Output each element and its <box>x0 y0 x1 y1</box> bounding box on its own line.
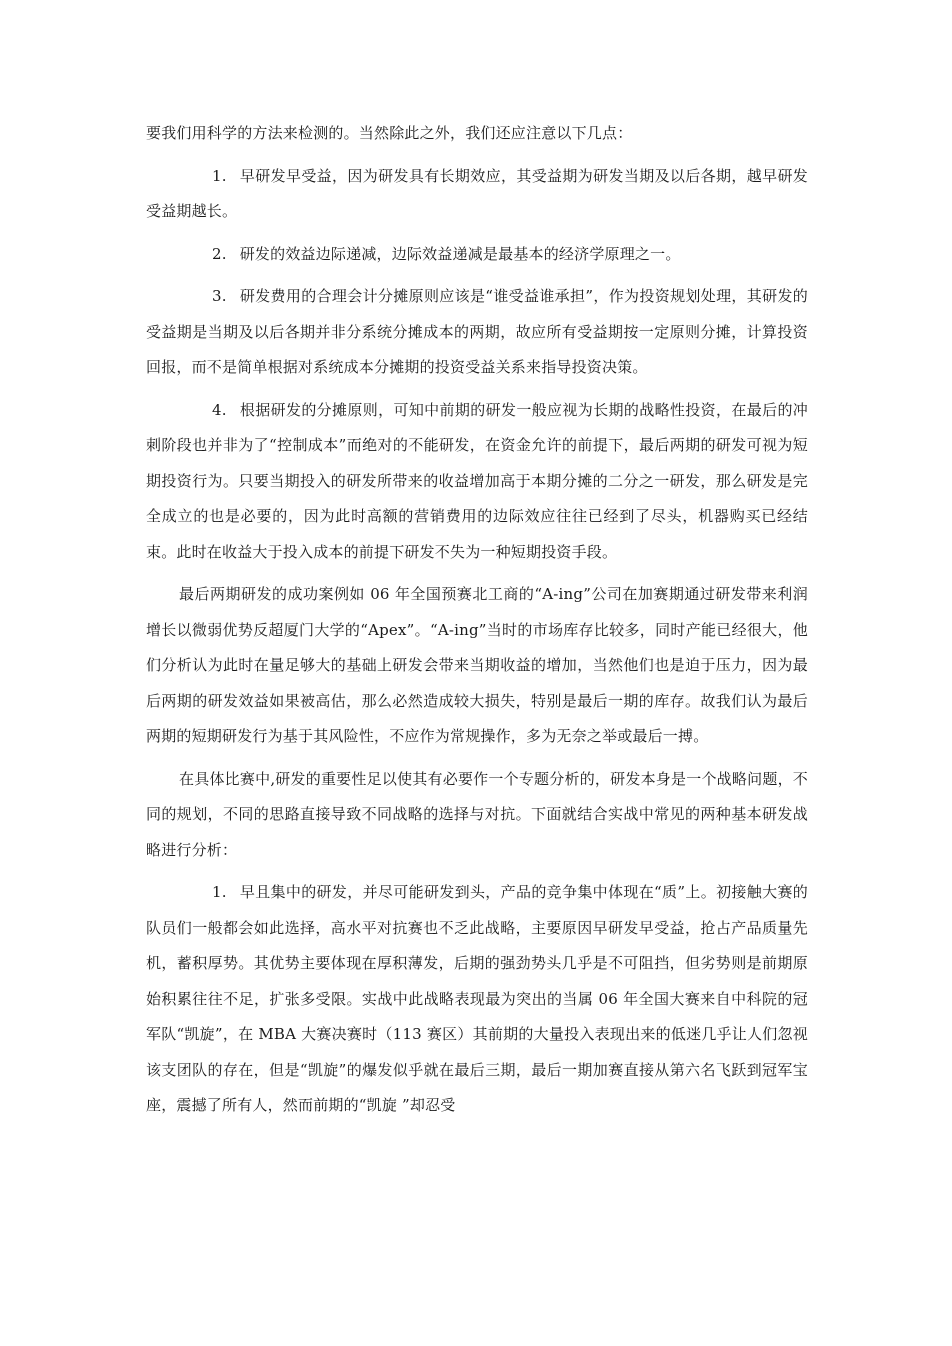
list-item <box>146 393 808 571</box>
list-item-text: 早研发早受益，因为研发具有长期效应，其受益期为研发当期及以后各期，越早研发受益期越长。 <box>146 166 808 220</box>
body-text <box>146 116 808 1131</box>
paragraph-text: 要我们用科学的方法来检测的。当然除此之外，我们还应注意以下几点： <box>146 124 633 142</box>
list-item-number: 1. <box>212 883 227 901</box>
list-item-text: 早且集中的研发，并尽可能研发到头，产品的竞争集中体现在“质”上。初接触大赛的队员们一般都会如此选择，高水平对抗赛也不乏此战略，主要原因早研发早受益，抢占产品质量先机，蓄积厚势。其优势主要体现在厚积薄发，后期的强劲势头几乎是不可阻挡，但劣势则是前期原始积累往往不足，扩张多受限。实战中此战略表现最为突出的当属 06 年全国大赛来自中科院的冠军队“凯旋”，在 MBA 大赛决赛时（113 赛区）其前期的大量投入表现出来的低迷几乎让人们忽视该支团队的存在，但是“凯旋”的爆发似乎就在最后三期，最后一期加赛直接从第六名飞跃到冠军宝座，震撼了所有人，然而前期的“凯旋 ”却忍受 <box>146 883 808 1114</box>
list-item <box>146 875 808 1124</box>
list-item-text: 根据研发的分摊原则，可知中前期的研发一般应视为长期的战略性投资，在最后的冲刺阶段也并非为了“控制成本”而绝对的不能研发，在资金允许的前提下，最后两期的研发可视为短期投资行为。只要当期投入的研发所带来的收益增加高于本期分摊的二分之一研发，那么研发是完全成立的也是必要的，因为此时高额的营销费用的边际效应往往已经到了尽头，机器购买已经结束。此时在收益大于投入成本的前提下研发不失为一种短期投资手段。 <box>146 400 808 561</box>
paragraph-text: 在具体比赛中,研发的重要性足以使其有必要作一个专题分析的，研发本身是一个战略问题，不同的规划，不同的思路直接导致不同战略的选择与对抗。下面就结合实战中常见的两种基本研发战略进行分析： <box>146 769 808 859</box>
list-item <box>146 237 808 273</box>
list-item-number: 4. <box>212 400 227 419</box>
list-item-number: 1. <box>212 166 227 185</box>
paragraph <box>146 116 808 152</box>
paragraph-text: 最后两期研发的成功案例如 06 年全国预赛北工商的“A-ing”公司在加赛期通过研发带来利润增长以微弱优势反超厦门大学的“Apex”。“A-ing”当时的市场库存比较多，同时产能已经很大，他们分析认为此时在量足够大的基础上研发会带来当期收益的增加，当然他们也是迫于压力，因为最后两期的研发效益如果被高估，那么必然造成较大损失，特别是最后一期的库存。故我们认为最后两期的短期研发行为基于其风险性，不应作为常规操作，多为无奈之举或最后一搏。 <box>146 585 808 745</box>
paragraph <box>146 577 808 755</box>
list-item <box>146 279 808 386</box>
list-item-number: 3. <box>212 287 227 305</box>
list-item-text: 研发的效益边际递减，边际效益递减是最基本的经济学原理之一。 <box>239 244 681 263</box>
paragraph <box>146 762 808 869</box>
list-item-text: 研发费用的合理会计分摊原则应该是“谁受益谁承担”，作为投资规划处理，其研发的受益期是当期及以后各期并非分系统分摊成本的两期，故应所有受益期按一定原则分摊，计算投资回报，而不是简单根据对系统成本分摊期的投资受益关系来指导投资决策。 <box>146 287 808 376</box>
list-item-number: 2. <box>212 244 227 263</box>
list-item <box>146 159 808 230</box>
